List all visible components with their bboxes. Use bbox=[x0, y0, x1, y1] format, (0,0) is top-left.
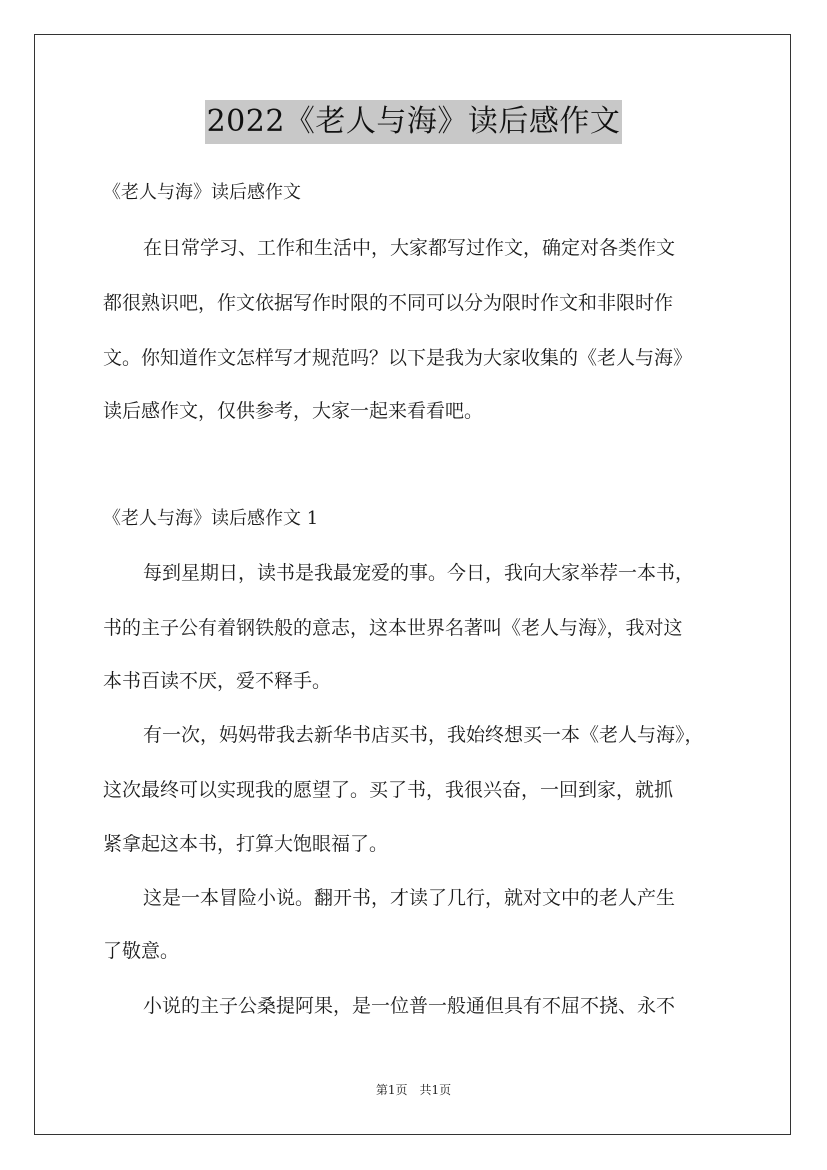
body-line-2: 书的主子公有着钢铁般的意志，这本世界名著叫《老人与海》，我对这 bbox=[103, 617, 683, 639]
body-line-5: 这次最终可以实现我的愿望了。买了书，我很兴奋，一回到家，就抓 bbox=[103, 779, 674, 801]
body-line-9: 小说的主子公桑提阿果，是一位普一般通但具有不屈不挠、永不 bbox=[143, 995, 676, 1017]
body-line-1: 每到星期日，读书是我最宠爱的事。今日，我向大家举荐一本书， bbox=[143, 562, 695, 584]
page-number-footer: 第1页 共1页 bbox=[375, 1083, 452, 1097]
body-line-7: 这是一本冒险小说。翻开书，才读了几行，就对文中的老人产生 bbox=[143, 887, 676, 909]
document-title: 2022《老人与海》读后感作文 bbox=[205, 100, 623, 144]
body-line-3: 本书百读不厌，爱不释手。 bbox=[103, 670, 332, 692]
essay-heading: 《老人与海》读后感作文 1 bbox=[103, 508, 319, 529]
section-heading: 《老人与海》读后感作文 bbox=[103, 182, 301, 203]
intro-line-1: 在日常学习、工作和生活中，大家都写过作文，确定对各类作文 bbox=[143, 237, 676, 259]
body-line-8: 了敬意。 bbox=[103, 940, 180, 962]
body-line-4: 有一次，妈妈带我去新华书店买书，我始终想买一本《老人与海》， bbox=[143, 724, 704, 746]
intro-line-2: 都很熟识吧，作文依据写作时限的不同可以分为限时作文和非限时作 bbox=[103, 292, 674, 314]
title-container bbox=[0, 100, 827, 144]
body-line-6: 紧拿起这本书，打算大饱眼福了。 bbox=[103, 833, 389, 855]
intro-line-4: 读后感作文，仅供参考，大家一起来看看吧。 bbox=[103, 400, 484, 422]
intro-line-3: 文。你知道作文怎样写才规范吗？以下是我为大家收集的《老人与海》 bbox=[103, 347, 693, 369]
